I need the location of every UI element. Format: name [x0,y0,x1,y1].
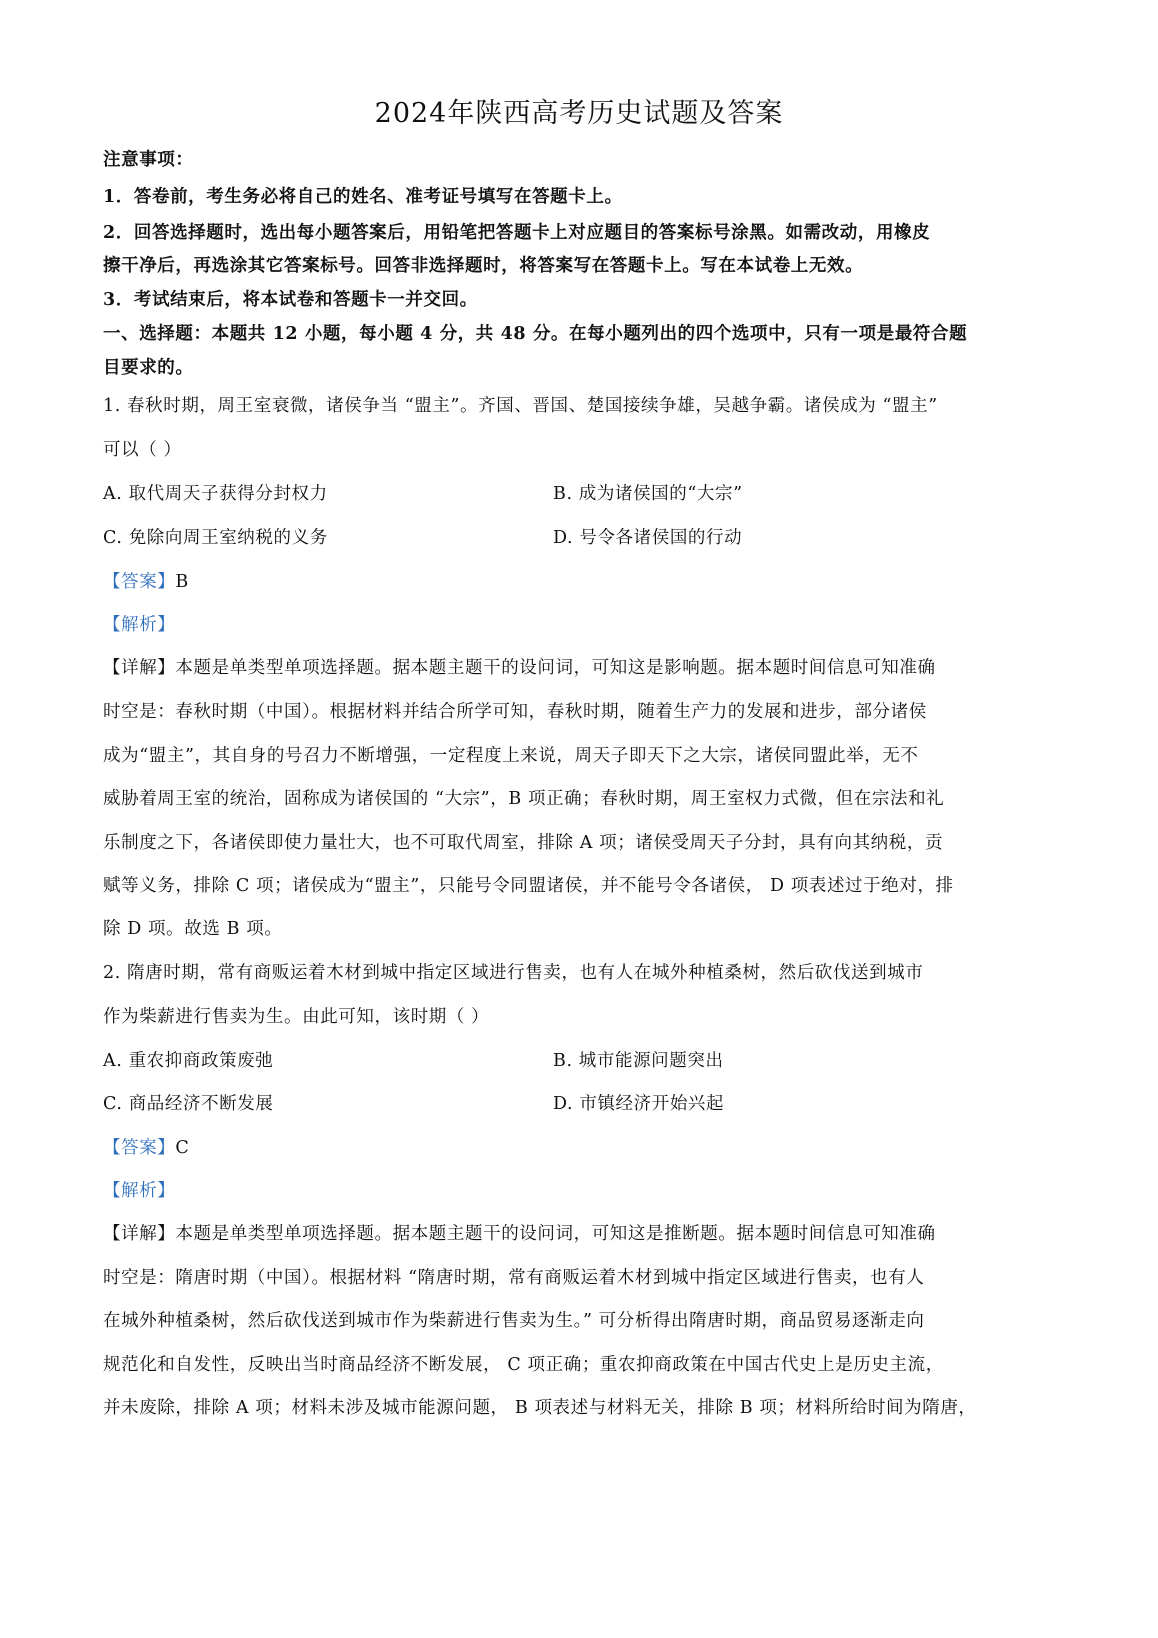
answer-label: 【答案】 [103,1138,176,1158]
option-a: A. 取代周天子获得分封权力 [103,484,328,504]
detail-line [103,1222,936,1246]
option-b: B. 成为诸侯国的“大宗” [553,484,743,504]
detail-text: 在城外种植桑树，然后砍伐送到城市作为柴薪进行售卖为生。” 可分析得出隋唐时期，商品贸易逐渐走向 [103,1311,925,1331]
option-c: C. 免除向周王室纳税的义务 [103,528,328,548]
question-stem: 可以（ ） [103,440,182,460]
detail-text: 本题是单类型单项选择题。据本题主题干的设问词，可知这是推断题。据本题时间信息可知准确 [175,1224,936,1244]
analysis-label: 【解析】 [103,615,176,635]
section-heading: 目要求的。 [103,358,194,378]
notice-item: 1．答卷前，考生务必将自己的姓名、准考证号填写在答题卡上。 [103,187,623,207]
notice-item: 擦干净后，再选涂其它答案标号。回答非选择题时，将答案写在答题卡上。写在本试卷上无效。 [103,256,864,276]
detail-text: 除 D 项。故选 B 项。 [103,919,283,939]
detail-text: 并未废除，排除 A 项；材料未涉及城市能源问题， B 项表述与材料无关，排除 B 项；材料所给时间为隋唐， [103,1398,977,1418]
detail-text: 规范化和自发性，反映出当时商品经济不断发展， C 项正确；重农抑商政策在中国古代史上是历史主流， [103,1355,944,1375]
option-c: C. 商品经济不断发展 [103,1094,274,1114]
answer-value: C [175,1138,190,1158]
option-b: B. 城市能源问题突出 [553,1051,724,1071]
question-stem: 1. 春秋时期，周王室衰微，诸侯争当 “盟主”。齐国、晋国、楚国接续争雄，吴越争霸。诸侯成为 “盟主” [103,396,938,416]
answer-label: 【答案】 [103,572,176,592]
detail-text: 时空是：春秋时期（中国）。根据材料并结合所学可知，春秋时期，随着生产力的发展和进步，部分诸侯 [103,702,927,722]
notice-item: 2．回答选择题时，选出每小题答案后，用铅笔把答题卡上对应题目的答案标号涂黑。如需改动，用橡皮 [103,223,931,243]
detail-text: 成为“盟主”，其自身的号召力不断增强，一定程度上来说，周天子即天下之大宗，诸侯同盟此举，无不 [103,746,919,766]
option-d: D. 市镇经济开始兴起 [553,1094,725,1114]
answer-line [103,1136,189,1160]
option-d: D. 号令各诸侯国的行动 [553,528,743,548]
detail-text: 时空是：隋唐时期（中国）。根据材料 “隋唐时期，常有商贩运着木材到城中指定区域进行售卖，也有人 [103,1268,925,1288]
answer-value: B [175,572,189,592]
detail-text: 威胁着周王室的统治，固称成为诸侯国的 “大宗”，B 项正确；春秋时期，周王室权力式微，但在宗法和礼 [103,789,945,809]
analysis-label: 【解析】 [103,1181,176,1201]
detail-text: 赋等义务，排除 C 项；诸侯成为“盟主”，只能号令同盟诸侯，并不能号令各诸侯， D 项表述过于绝对，排 [103,876,954,896]
detail-text: 本题是单类型单项选择题。据本题主题干的设问词，可知这是影响题。据本题时间信息可知准确 [175,658,936,678]
notice-item: 3．考试结束后，将本试卷和答题卡一并交回。 [103,290,478,310]
notice-heading: 注意事项： [103,150,194,170]
document-title: 2024年陕西高考历史试题及答案 [374,98,784,129]
detail-text: 乐制度之下，各诸侯即使力量壮大，也不可取代周室，排除 A 项；诸侯受周天子分封，具有向其纳税，贡 [103,833,944,853]
detail-label: 【详解】 [103,1224,176,1244]
option-a: A. 重农抑商政策废弛 [103,1051,274,1071]
section-heading: 一、选择题：本题共 12 小题，每小题 4 分，共 48 分。在每小题列出的四个选项中，只有一项是最符合题 [103,324,968,344]
answer-line [103,570,189,594]
detail-label: 【详解】 [103,658,176,678]
question-stem: 2. 隋唐时期，常有商贩运着木材到城中指定区域进行售卖，也有人在城外种植桑树，然后砍伐送到城市 [103,963,924,983]
question-stem: 作为柴薪进行售卖为生。由此可知，该时期（ ） [103,1007,490,1027]
detail-line [103,656,936,680]
